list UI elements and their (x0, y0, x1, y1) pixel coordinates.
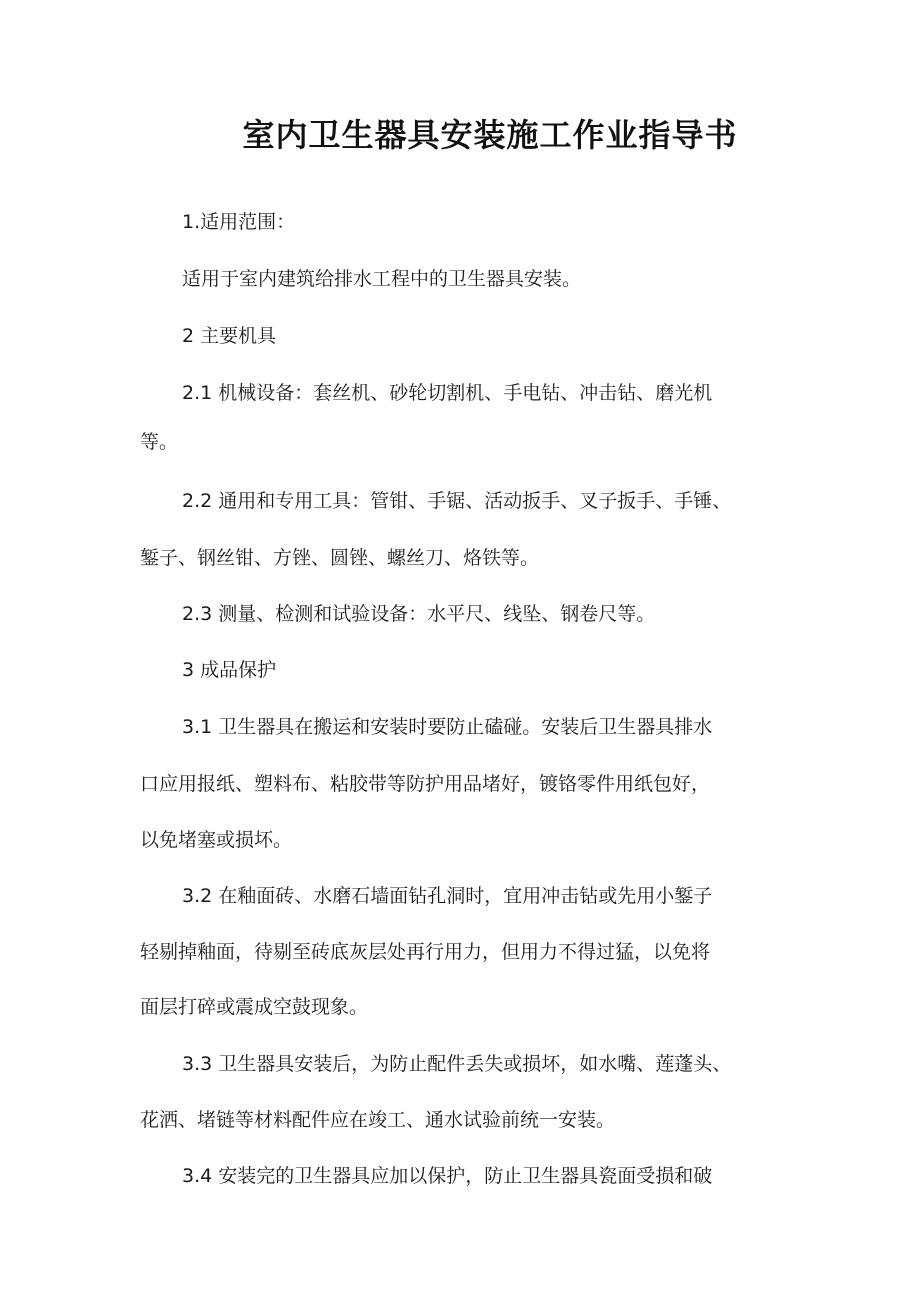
document-title: 室内卫生器具安装施工作业指导书 (242, 116, 738, 154)
paragraph-line: 面层打碎或震成空鼓现象。 (140, 996, 369, 1018)
paragraph-2-3 (140, 586, 800, 643)
paragraph-3-4 (140, 1148, 800, 1205)
paragraph-line: 3 成品保护 (182, 659, 277, 681)
paragraph-3-3 (140, 1036, 800, 1093)
paragraph-3-1 (140, 699, 800, 756)
paragraph-line: 2.1 机械设备：套丝机、砂轮切割机、手电钻、冲击钻、磨光机 (182, 382, 713, 404)
paragraph-3-1-cont (140, 756, 800, 813)
paragraph-2-1-cont (140, 414, 800, 471)
paragraph-line: 花洒、堵链等材料配件应在竣工、通水试验前统一安装。 (140, 1109, 616, 1131)
paragraph-line: 适用于室内建筑给排水工程中的卫生器具安装。 (182, 268, 582, 290)
paragraph-line: 等。 (140, 431, 179, 453)
paragraph-3-2-cont (140, 979, 800, 1036)
section-heading-scope (140, 194, 800, 251)
paragraph-line: 錾子、钢丝钳、方锉、圆锉、螺丝刀、烙铁等。 (140, 547, 540, 569)
paragraph-line: 2.3 测量、检测和试验设备：水平尺、线坠、钢卷尺等。 (182, 603, 656, 625)
paragraph-line: 3.3 卫生器具安装后，为防止配件丢失或损坏，如水嘴、莲蓬头、 (182, 1053, 732, 1075)
paragraph-2-2-cont (140, 530, 800, 587)
paragraph-scope-text (140, 251, 800, 308)
paragraph-line: 2.2 通用和专用工具：管钳、手锯、活动扳手、叉子扳手、手锤、 (182, 490, 732, 512)
paragraph-line: 2 主要机具 (182, 325, 277, 347)
paragraph-line: 以免堵塞或损坏。 (140, 829, 293, 851)
section-heading-protection (140, 642, 800, 699)
paragraph-line: 3.1 卫生器具在搬运和安装时要防止磕碰。安装后卫生器具排水 (182, 716, 713, 738)
paragraph-line: 3.4 安装完的卫生器具应加以保护，防止卫生器具瓷面受损和破 (182, 1165, 713, 1187)
paragraph-line: 1.适用范围： (182, 211, 296, 233)
paragraph-2-2 (140, 473, 800, 530)
paragraph-line: 轻剔掉釉面，待剔至砖底灰层处再行用力，但用力不得过猛，以免将 (140, 941, 711, 963)
section-heading-tools (140, 308, 800, 365)
paragraph-line: 3.2 在釉面砖、水磨石墙面钻孔洞时，宜用冲击钻或先用小錾子 (182, 885, 713, 907)
paragraph-3-2 (140, 868, 800, 925)
paragraph-3-2-cont (140, 924, 800, 981)
paragraph-3-1-cont (140, 812, 800, 869)
paragraph-line: 口应用报纸、塑料布、粘胶带等防护用品堵好，镀铬零件用纸包好， (140, 773, 711, 795)
paragraph-3-3-cont (140, 1092, 800, 1149)
